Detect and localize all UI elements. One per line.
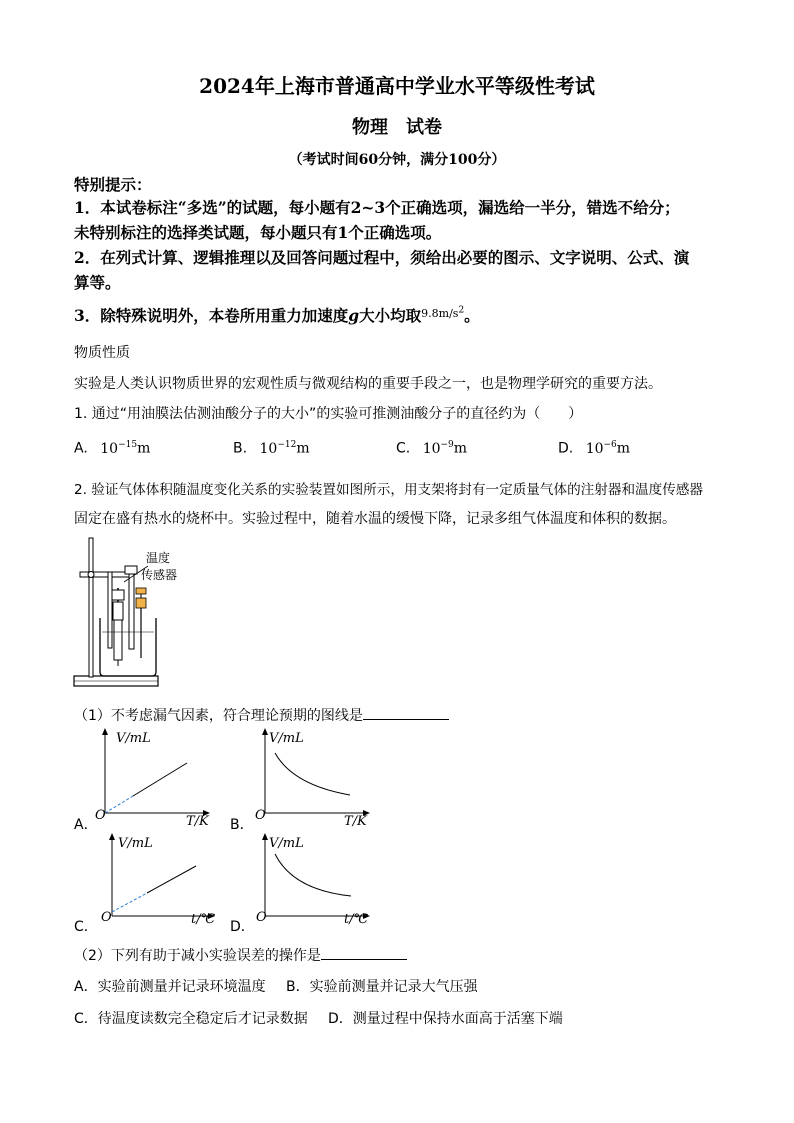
q2-sub2: （2）下列有助于减小实验误差的操作是 bbox=[74, 945, 407, 965]
graph-c-origin: O bbox=[101, 910, 112, 925]
q1-option-d[interactable]: D. $10^{-6}m$ bbox=[558, 440, 631, 457]
graph-b-xlabel: T/K bbox=[344, 814, 367, 829]
graph-d-ylabel: V/mL bbox=[269, 836, 304, 851]
answer-blank-1[interactable] bbox=[363, 718, 449, 720]
notice-item2-line2: 算等。 bbox=[74, 273, 121, 292]
q2-sub2-option-d[interactable]: D．测量过程中保持水面高于活塞下端 bbox=[328, 1011, 563, 1027]
graph-b-ylabel: V/mL bbox=[269, 731, 304, 746]
time-note: （考试时间60分钟，满分100分） bbox=[288, 152, 506, 168]
subject-title: 物理 试卷 bbox=[352, 117, 442, 138]
notice-item1-line2: 未特别标注的选择类试题，每小题只有1个正确选项。 bbox=[74, 223, 442, 242]
q1-stem: 1. 通过“用油膜法估测油酸分子的大小”的实验可推测油酸分子的直径约为（ ） bbox=[74, 406, 583, 422]
q2-stem-line2: 固定在盛有热水的烧杯中。实验过程中，随着水温的缓慢下降，记录多组气体温度和体积的数据。 bbox=[74, 511, 676, 527]
q1-option-b[interactable]: B. $10^{-12}m$ bbox=[233, 440, 310, 457]
answer-blank-2[interactable] bbox=[321, 958, 407, 960]
sensor-label-1: 温度 bbox=[146, 551, 171, 565]
gravity-value: 9.8m/s2 bbox=[421, 305, 465, 320]
section-intro: 实验是人类认识物质世界的宏观性质与微观结构的重要手段之一，也是物理学研究的重要方法。 bbox=[74, 376, 662, 392]
graph-a-origin: O bbox=[95, 808, 106, 823]
notice-item1-line1: 1．本试卷标注“多选”的试题，每小题有2~3个正确选项，漏选给一半分，错选不给分； bbox=[74, 198, 680, 217]
q2-sub2-option-c[interactable]: C．待温度读数完全稳定后才记录数据 bbox=[74, 1011, 308, 1027]
graph-b-label: B． bbox=[230, 817, 254, 833]
q2-sub2-option-a[interactable]: A．实验前测量并记录环境温度 bbox=[74, 979, 266, 995]
q1-option-a[interactable]: A. $10^{-15}m$ bbox=[74, 440, 151, 457]
graph-d-origin: O bbox=[256, 910, 267, 925]
graph-a-ylabel: V/mL bbox=[116, 731, 151, 746]
q2-sub1: （1）不考虑漏气因素，符合理论预期的图线是 bbox=[74, 705, 449, 725]
graph-c-ylabel: V/mL bbox=[118, 836, 153, 851]
graph-d-xlabel: t/℃ bbox=[344, 912, 369, 927]
graph-b-origin: O bbox=[255, 808, 266, 823]
section-name: 物质性质 bbox=[74, 345, 130, 361]
notice-item3: 3．除特殊说明外，本卷所用重力加速度g大小均取$^{9.8m/s^2}$。 bbox=[74, 305, 480, 325]
sensor-label-2: 传感器 bbox=[141, 568, 178, 582]
graph-c-label: C． bbox=[74, 919, 98, 935]
q2-sub2-option-b[interactable]: B．实验前测量并记录大气压强 bbox=[286, 979, 478, 995]
graph-a-xlabel: T/K bbox=[186, 814, 209, 829]
notice-heading: 特别提示： bbox=[74, 175, 152, 194]
graph-d-label: D． bbox=[230, 919, 255, 935]
q1-option-c[interactable]: C. $10^{-9}m$ bbox=[396, 440, 468, 457]
graph-c-xlabel: t/℃ bbox=[191, 912, 216, 927]
graph-a-label: A． bbox=[74, 817, 98, 833]
notice-item2-line1: 2．在列式计算、逻辑推理以及回答问题过程中，须给出必要的图示、文字说明、公式、演 bbox=[74, 248, 690, 267]
apparatus-figure bbox=[72, 536, 192, 692]
exam-title: 2024年上海市普通高中学业水平等级性考试 bbox=[199, 74, 595, 98]
q2-stem-line1: 2. 验证气体体积随温度变化关系的实验装置如图所示，用支架将封有一定质量气体的注射器和温度传感器 bbox=[74, 482, 704, 498]
